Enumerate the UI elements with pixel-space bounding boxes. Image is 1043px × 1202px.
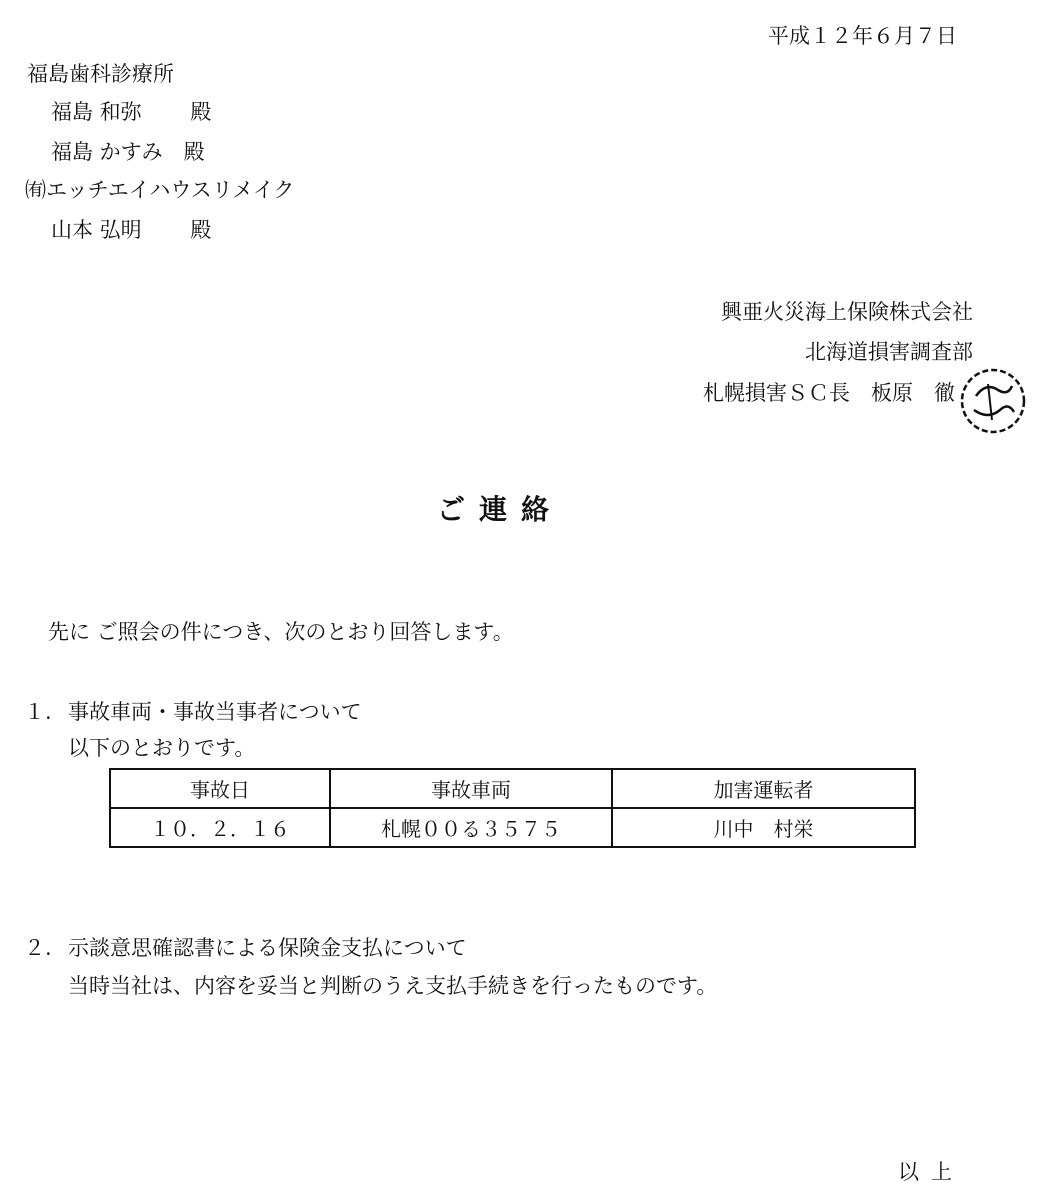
- recipient-person-2: 福島 かすみ 殿: [51, 140, 205, 164]
- recipient-company: ㈲エッチエイハウスリメイク: [25, 178, 295, 202]
- table-row: [110, 808, 915, 847]
- intro-text: 先に ご照会の件につき、次のとおり回答します。: [48, 620, 514, 644]
- section-1-subtext: 以下のとおりです。: [68, 736, 256, 760]
- section-2-number: ２.: [24, 936, 52, 960]
- sender-company: 興亜火災海上保険株式会社: [721, 300, 973, 324]
- table-cell-driver: 川中 村栄: [612, 808, 915, 847]
- recipient-person-3: 山本 弘明 殿: [51, 218, 212, 242]
- section-1-heading: 事故車両・事故当事者について: [68, 700, 362, 724]
- seal-stamp-icon: [958, 366, 1028, 436]
- section-1-number: １.: [24, 700, 52, 724]
- table-cell-vehicle: 札幌００る３５７５: [330, 808, 612, 847]
- section-2-body: 当時当社は、内容を妥当と判断のうえ支払手続きを行ったものです。: [68, 974, 718, 998]
- recipient-clinic: 福島歯科診療所: [27, 62, 174, 86]
- sender-signatory: 札幌損害ＳＣ長 板原 徹: [703, 381, 955, 405]
- table-header-cell: 事故日: [110, 769, 330, 808]
- table-header-cell: 事故車両: [330, 769, 612, 808]
- document-date: 平成１２年６月７日: [768, 24, 957, 48]
- table-header-row: [110, 769, 915, 808]
- sender-department: 北海道損害調査部: [805, 340, 973, 364]
- document-title: ご連絡: [436, 493, 563, 526]
- table-header-cell: 加害運転者: [612, 769, 915, 808]
- section-2-heading: 示談意思確認書による保険金支払について: [68, 936, 467, 960]
- table-cell-accident-date: １０．２．１６: [110, 808, 330, 847]
- closing-mark: 以上: [898, 1160, 964, 1184]
- recipient-person-1: 福島 和弥 殿: [51, 100, 212, 124]
- accident-table: [109, 768, 916, 848]
